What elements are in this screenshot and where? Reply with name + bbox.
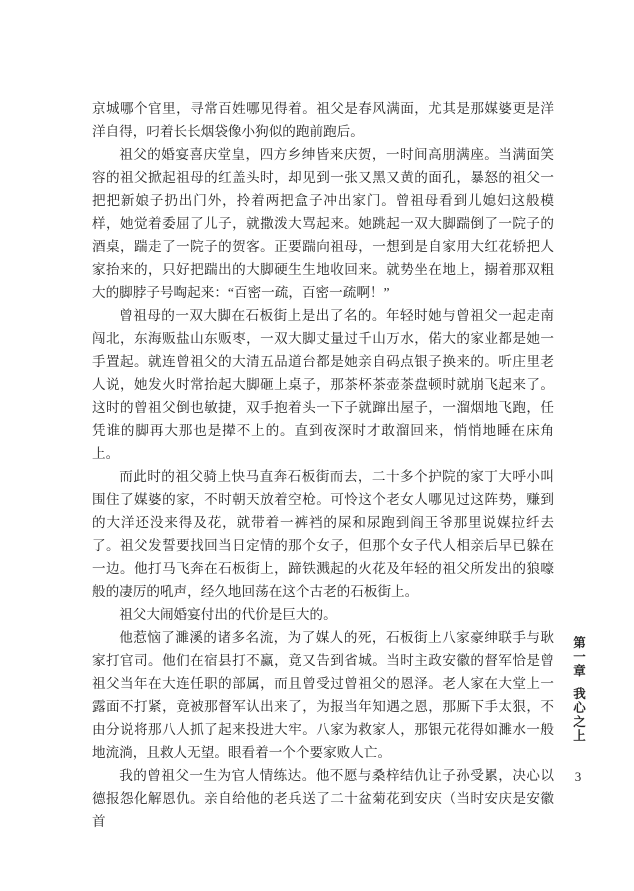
paragraph: 祖父大闹婚宴付出的代价是巨大的。 [119,607,337,622]
paragraph: 我的曾祖父一生为官人情练达。他不愿与桑梓结仇让子孙受累，决心以德报怨化解恩仇。亲自给他的老兵送了二十盆菊花到安庆（当时安庆是安徽首 [92,768,554,829]
paragraph: 曾祖母的一双大脚在石板街上是出了名的。年轻时她与曾祖父一起走南闯北，东海贩盐山东贩枣，一双大脚丈量过千山万水，偌大的家业都是她一手置起。就连曾祖父的大清五品道台都是她亲自码点银子换来的。听庄里老人说，她发火时常抬起大脚砸上桌子，那茶杯茶壶茶盘顿时就崩飞起来了。这时的曾祖父倒也敏捷，双手抱着头一下子就蹿出屋子，一溜烟地飞跑，任凭谁的脚再大那也是撵不上的。直到夜深时才敢溜回来，悄悄地睡在床角上。 [92,308,554,461]
chapter-title-label: 我心之上 [571,687,586,743]
paragraph: 祖父的婚宴喜庆堂皇，四方乡绅皆来庆贺，一时间高朋满座。当满面笑容的祖父掀起祖母的红盖头时，却见到一张又黑又黄的面孔，暴怒的祖父一把把新娘子扔出门外，拎着两把盒子冲出家门。曾祖母看到儿媳妇这般模样，她觉着委屈了儿子，就撒泼大骂起来。她跳起一双大脚踹倒了一院子的酒桌，踹走了一院子的贺客。正要踹向祖母，一想到是自家用大红花轿把人家抬来的，只好把踹出的大脚硬生生地收回来。就势坐在地上，搦着那双粗大的脚脖子号啕起来：“百密一疏，百密一疏啊！” [92,147,554,300]
paragraph: 他惹恼了濉溪的诸多名流，为了媒人的死，石板街上八家豪绅联手与耿家打官司。他们在宿县打不赢，竟又告到省城。当时主政安徽的督军恰是曾祖父当年在大连任职的部属，而且曾受过曾祖父的恩泽。老人家在大堂上一露面不打紧，竟被那督军认出来了，为报当年知遇之恩，那厮下手太狠，不由分说将那八人抓了起来投进大牢。八家为救家人，那银元花得如濉水一般地流淌，且救人无望。眼看着一个个要家败人亡。 [92,630,554,760]
page-number: 3 [574,769,582,784]
chapter-number-label: 第一章 [571,636,586,678]
body-text [92,97,554,833]
paragraph: 而此时的祖父骑上快马直奔石板街而去，二十多个护院的家丁大呼小叫围住了媒婆的家，不时朝天放着空枪。可怜这个老女人哪见过这阵势，赚到的大洋还没来得及花，就带着一裤裆的屎和尿跑到阎王爷那里说媒拉纤去了。祖父发誓要找回当日定情的那个女子，但那个女子代人相亲后早已躲在一边。他打马飞奔在石板街上，蹄铁溅起的火花及年轻的祖父所发出的狼嚎般的凄厉的吼声，经久地回荡在这个古老的石板街上。 [92,469,554,599]
paragraph: 京城哪个官里，寻常百姓哪见得着。祖父是春风满面，尤其是那媒婆更是洋洋自得，叼着长长烟袋像小狗似的跑前跑后。 [92,101,554,139]
